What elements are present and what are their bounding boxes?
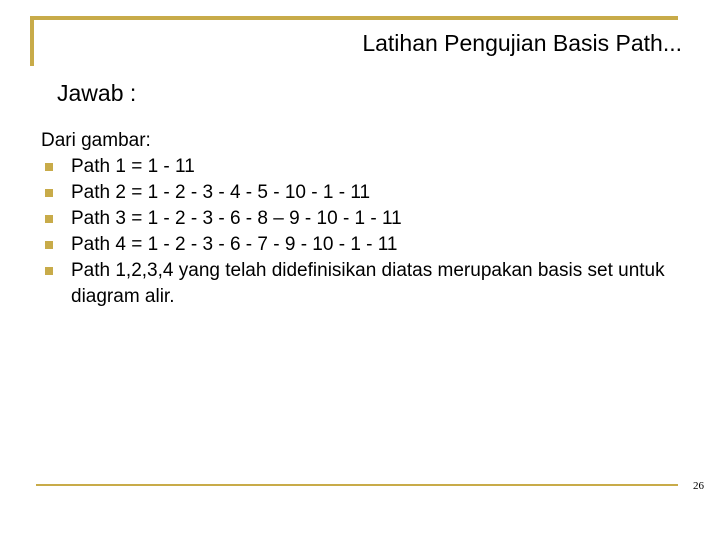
square-bullet-icon [45,267,53,275]
intro-text: Dari gambar: [41,130,151,151]
square-bullet-icon [45,163,53,171]
frame-top-border [30,16,678,20]
square-bullet-icon [45,241,53,249]
slide-content [41,128,681,310]
bullet-item [41,154,681,180]
bullet-text: Path 1 = 1 - 11 [71,156,195,177]
page-number: 26 [693,480,704,492]
bullet-item [41,232,681,258]
bullet-item [41,206,681,232]
footer-divider [36,484,678,486]
bullet-text: Path 4 = 1 - 2 - 3 - 6 - 7 - 9 - 10 - 1 - 11 [71,234,398,255]
slide-subtitle: Jawab : [57,80,137,106]
square-bullet-icon [45,215,53,223]
frame-left-border [30,16,34,66]
bullet-text: Path 3 = 1 - 2 - 3 - 6 - 8 – 9 - 10 - 1 - 11 [71,208,402,229]
square-bullet-icon [45,189,53,197]
slide-title: Latihan Pengujian Basis Path... [362,30,682,56]
bullet-item [41,258,681,310]
bullet-item [41,180,681,206]
bullet-text: Path 1,2,3,4 yang telah didefinisikan diatas merupakan basis set untuk diagram alir. [71,260,665,307]
bullet-text: Path 2 = 1 - 2 - 3 - 4 - 5 - 10 - 1 - 11 [71,182,371,203]
bullet-list [41,154,681,310]
